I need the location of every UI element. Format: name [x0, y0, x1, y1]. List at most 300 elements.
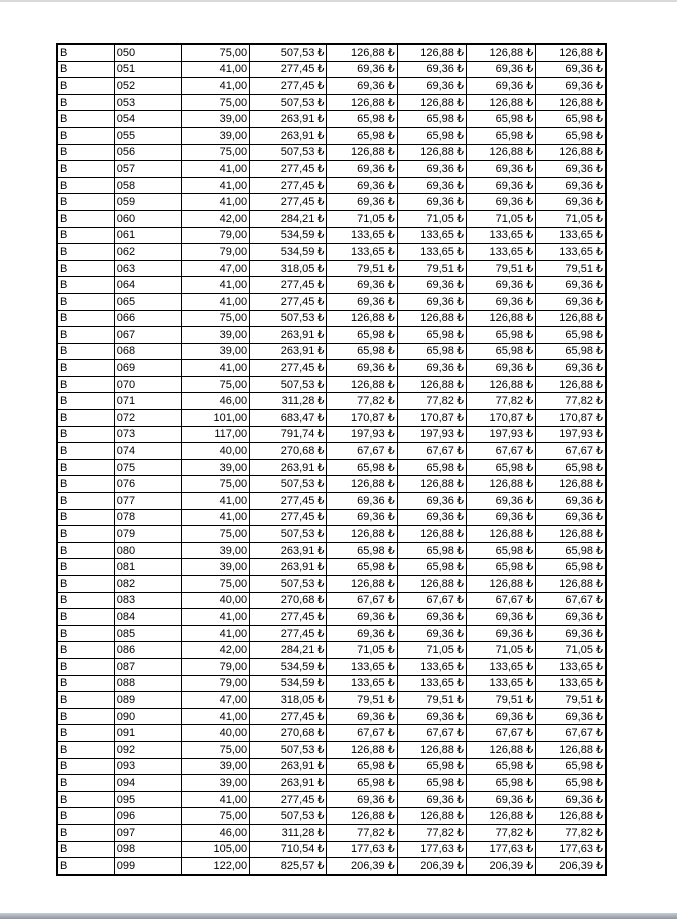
installment-4-cell: 67,67 ₺ [536, 592, 606, 609]
installment-3-cell: 69,36 ₺ [466, 493, 535, 510]
area-cell: 41,00 [181, 61, 249, 78]
table-row [57, 658, 606, 675]
total-amount-cell: 277,45 ₺ [250, 791, 327, 808]
total-amount-cell: 277,45 ₺ [250, 277, 327, 294]
unit-number-cell: 052 [114, 78, 181, 95]
installment-1-cell: 126,88 ₺ [327, 144, 397, 161]
area-cell: 79,00 [181, 227, 249, 244]
installment-2-cell: 126,88 ₺ [397, 526, 466, 543]
block-cell: B [57, 310, 114, 327]
area-cell: 39,00 [181, 459, 249, 476]
installment-4-cell: 67,67 ₺ [536, 725, 606, 742]
total-amount-cell: 263,91 ₺ [250, 343, 327, 360]
installment-1-cell: 69,36 ₺ [327, 509, 397, 526]
area-cell: 41,00 [181, 194, 249, 211]
unit-number-cell: 075 [114, 459, 181, 476]
unit-number-cell: 073 [114, 426, 181, 443]
installment-4-cell: 65,98 ₺ [536, 127, 606, 144]
installment-3-cell: 126,88 ₺ [466, 376, 535, 393]
installment-4-cell: 67,67 ₺ [536, 443, 606, 460]
installment-3-cell: 126,88 ₺ [466, 144, 535, 161]
installment-3-cell: 65,98 ₺ [466, 758, 535, 775]
installment-3-cell: 69,36 ₺ [466, 625, 535, 642]
unit-number-cell: 057 [114, 161, 181, 178]
installment-2-cell: 65,98 ₺ [397, 559, 466, 576]
block-cell: B [57, 343, 114, 360]
area-cell: 40,00 [181, 443, 249, 460]
unit-number-cell: 065 [114, 293, 181, 310]
block-cell: B [57, 277, 114, 294]
table-row [57, 144, 606, 161]
installment-1-cell: 126,88 ₺ [327, 94, 397, 111]
table-row [57, 44, 606, 61]
installment-4-cell: 126,88 ₺ [536, 476, 606, 493]
installment-1-cell: 69,36 ₺ [327, 78, 397, 95]
installment-3-cell: 69,36 ₺ [466, 609, 535, 626]
total-amount-cell: 277,45 ₺ [250, 177, 327, 194]
installment-2-cell: 133,65 ₺ [397, 227, 466, 244]
installment-4-cell: 69,36 ₺ [536, 360, 606, 377]
installment-1-cell: 69,36 ₺ [327, 277, 397, 294]
area-cell: 41,00 [181, 625, 249, 642]
installment-1-cell: 126,88 ₺ [327, 741, 397, 758]
table-row [57, 111, 606, 128]
area-cell: 41,00 [181, 791, 249, 808]
installment-4-cell: 69,36 ₺ [536, 61, 606, 78]
unit-number-cell: 064 [114, 277, 181, 294]
total-amount-cell: 534,59 ₺ [250, 675, 327, 692]
total-amount-cell: 507,53 ₺ [250, 526, 327, 543]
installment-2-cell: 65,98 ₺ [397, 758, 466, 775]
installment-1-cell: 69,36 ₺ [327, 194, 397, 211]
installment-2-cell: 69,36 ₺ [397, 493, 466, 510]
installment-1-cell: 197,93 ₺ [327, 426, 397, 443]
area-cell: 75,00 [181, 44, 249, 61]
block-cell: B [57, 509, 114, 526]
installment-2-cell: 67,67 ₺ [397, 592, 466, 609]
installment-4-cell: 71,05 ₺ [536, 210, 606, 227]
installment-4-cell: 69,36 ₺ [536, 493, 606, 510]
unit-number-cell: 085 [114, 625, 181, 642]
installment-4-cell: 69,36 ₺ [536, 293, 606, 310]
installment-3-cell: 69,36 ₺ [466, 509, 535, 526]
installment-1-cell: 69,36 ₺ [327, 177, 397, 194]
table-row [57, 161, 606, 178]
installment-3-cell: 69,36 ₺ [466, 791, 535, 808]
installment-4-cell: 65,98 ₺ [536, 327, 606, 344]
area-cell: 101,00 [181, 410, 249, 427]
area-cell: 75,00 [181, 741, 249, 758]
unit-number-cell: 054 [114, 111, 181, 128]
table-row [57, 476, 606, 493]
installment-3-cell: 77,82 ₺ [466, 393, 535, 410]
installment-1-cell: 65,98 ₺ [327, 542, 397, 559]
installment-1-cell: 67,67 ₺ [327, 443, 397, 460]
installment-4-cell: 79,51 ₺ [536, 692, 606, 709]
total-amount-cell: 284,21 ₺ [250, 642, 327, 659]
total-amount-cell: 263,91 ₺ [250, 542, 327, 559]
installment-2-cell: 65,98 ₺ [397, 111, 466, 128]
table-row [57, 78, 606, 95]
area-cell: 42,00 [181, 642, 249, 659]
installment-2-cell: 177,63 ₺ [397, 841, 466, 858]
unit-number-cell: 067 [114, 327, 181, 344]
unit-number-cell: 076 [114, 476, 181, 493]
total-amount-cell: 507,53 ₺ [250, 576, 327, 593]
installment-1-cell: 69,36 ₺ [327, 708, 397, 725]
data-table [56, 43, 607, 876]
area-cell: 41,00 [181, 609, 249, 626]
installment-3-cell: 126,88 ₺ [466, 94, 535, 111]
table-row [57, 625, 606, 642]
installment-1-cell: 69,36 ₺ [327, 161, 397, 178]
total-amount-cell: 710,54 ₺ [250, 841, 327, 858]
total-amount-cell: 277,45 ₺ [250, 625, 327, 642]
installment-4-cell: 65,98 ₺ [536, 343, 606, 360]
installment-1-cell: 126,88 ₺ [327, 310, 397, 327]
unit-number-cell: 083 [114, 592, 181, 609]
area-cell: 122,00 [181, 858, 249, 875]
installment-2-cell: 126,88 ₺ [397, 144, 466, 161]
table-row [57, 327, 606, 344]
installment-3-cell: 65,98 ₺ [466, 559, 535, 576]
installment-3-cell: 79,51 ₺ [466, 260, 535, 277]
unit-number-cell: 084 [114, 609, 181, 626]
block-cell: B [57, 576, 114, 593]
installment-4-cell: 69,36 ₺ [536, 78, 606, 95]
area-cell: 75,00 [181, 526, 249, 543]
installment-1-cell: 69,36 ₺ [327, 791, 397, 808]
installment-3-cell: 71,05 ₺ [466, 642, 535, 659]
area-cell: 75,00 [181, 576, 249, 593]
installment-3-cell: 126,88 ₺ [466, 808, 535, 825]
table-row [57, 61, 606, 78]
table-row [57, 194, 606, 211]
installment-1-cell: 133,65 ₺ [327, 675, 397, 692]
area-cell: 41,00 [181, 78, 249, 95]
unit-number-cell: 072 [114, 410, 181, 427]
total-amount-cell: 318,05 ₺ [250, 260, 327, 277]
installment-2-cell: 79,51 ₺ [397, 260, 466, 277]
installment-1-cell: 77,82 ₺ [327, 824, 397, 841]
unit-number-cell: 093 [114, 758, 181, 775]
installment-1-cell: 126,88 ₺ [327, 376, 397, 393]
unit-number-cell: 066 [114, 310, 181, 327]
block-cell: B [57, 642, 114, 659]
installment-4-cell: 69,36 ₺ [536, 509, 606, 526]
installment-4-cell: 126,88 ₺ [536, 741, 606, 758]
total-amount-cell: 791,74 ₺ [250, 426, 327, 443]
window-bottom-edge [0, 913, 677, 919]
installment-2-cell: 126,88 ₺ [397, 808, 466, 825]
installment-4-cell: 126,88 ₺ [536, 44, 606, 61]
table-row [57, 642, 606, 659]
installment-3-cell: 133,65 ₺ [466, 658, 535, 675]
installment-4-cell: 126,88 ₺ [536, 808, 606, 825]
installment-2-cell: 65,98 ₺ [397, 775, 466, 792]
total-amount-cell: 263,91 ₺ [250, 459, 327, 476]
block-cell: B [57, 393, 114, 410]
block-cell: B [57, 94, 114, 111]
unit-number-cell: 069 [114, 360, 181, 377]
installment-2-cell: 69,36 ₺ [397, 609, 466, 626]
total-amount-cell: 263,91 ₺ [250, 127, 327, 144]
installment-4-cell: 65,98 ₺ [536, 542, 606, 559]
unit-number-cell: 097 [114, 824, 181, 841]
installment-4-cell: 126,88 ₺ [536, 310, 606, 327]
table-row [57, 227, 606, 244]
area-cell: 47,00 [181, 692, 249, 709]
table-row [57, 393, 606, 410]
installment-4-cell: 69,36 ₺ [536, 609, 606, 626]
block-cell: B [57, 791, 114, 808]
block-cell: B [57, 493, 114, 510]
installment-3-cell: 126,88 ₺ [466, 741, 535, 758]
table-row [57, 493, 606, 510]
total-amount-cell: 277,45 ₺ [250, 609, 327, 626]
area-cell: 40,00 [181, 592, 249, 609]
installment-4-cell: 197,93 ₺ [536, 426, 606, 443]
installment-4-cell: 126,88 ₺ [536, 94, 606, 111]
block-cell: B [57, 675, 114, 692]
area-cell: 39,00 [181, 758, 249, 775]
installment-3-cell: 67,67 ₺ [466, 725, 535, 742]
installment-4-cell: 69,36 ₺ [536, 161, 606, 178]
installment-1-cell: 126,88 ₺ [327, 526, 397, 543]
block-cell: B [57, 609, 114, 626]
unit-number-cell: 092 [114, 741, 181, 758]
installment-1-cell: 65,98 ₺ [327, 127, 397, 144]
block-cell: B [57, 841, 114, 858]
block-cell: B [57, 476, 114, 493]
table-row [57, 725, 606, 742]
installment-3-cell: 197,93 ₺ [466, 426, 535, 443]
area-cell: 39,00 [181, 327, 249, 344]
installment-4-cell: 65,98 ₺ [536, 775, 606, 792]
unit-number-cell: 079 [114, 526, 181, 543]
block-cell: B [57, 592, 114, 609]
block-cell: B [57, 808, 114, 825]
table-row [57, 244, 606, 261]
area-cell: 46,00 [181, 824, 249, 841]
total-amount-cell: 277,45 ₺ [250, 293, 327, 310]
installment-2-cell: 126,88 ₺ [397, 476, 466, 493]
installment-4-cell: 77,82 ₺ [536, 393, 606, 410]
installment-1-cell: 67,67 ₺ [327, 725, 397, 742]
installment-1-cell: 126,88 ₺ [327, 808, 397, 825]
total-amount-cell: 277,45 ₺ [250, 78, 327, 95]
area-cell: 40,00 [181, 725, 249, 742]
installment-3-cell: 65,98 ₺ [466, 111, 535, 128]
total-amount-cell: 507,53 ₺ [250, 144, 327, 161]
total-amount-cell: 507,53 ₺ [250, 94, 327, 111]
block-cell: B [57, 376, 114, 393]
table-row [57, 791, 606, 808]
total-amount-cell: 311,28 ₺ [250, 824, 327, 841]
block-cell: B [57, 858, 114, 875]
installment-2-cell: 69,36 ₺ [397, 509, 466, 526]
unit-number-cell: 096 [114, 808, 181, 825]
installment-4-cell: 170,87 ₺ [536, 410, 606, 427]
installment-3-cell: 69,36 ₺ [466, 277, 535, 294]
page-top-edge [0, 0, 677, 2]
installment-2-cell: 126,88 ₺ [397, 94, 466, 111]
installment-2-cell: 69,36 ₺ [397, 161, 466, 178]
block-cell: B [57, 658, 114, 675]
table-row [57, 443, 606, 460]
block-cell: B [57, 44, 114, 61]
area-cell: 39,00 [181, 111, 249, 128]
total-amount-cell: 825,57 ₺ [250, 858, 327, 875]
installment-1-cell: 77,82 ₺ [327, 393, 397, 410]
block-cell: B [57, 459, 114, 476]
installment-3-cell: 65,98 ₺ [466, 327, 535, 344]
table-row [57, 708, 606, 725]
installment-4-cell: 133,65 ₺ [536, 675, 606, 692]
block-cell: B [57, 775, 114, 792]
installment-3-cell: 65,98 ₺ [466, 343, 535, 360]
installment-4-cell: 133,65 ₺ [536, 658, 606, 675]
installment-2-cell: 71,05 ₺ [397, 642, 466, 659]
table-row [57, 758, 606, 775]
installment-1-cell: 65,98 ₺ [327, 775, 397, 792]
block-cell: B [57, 260, 114, 277]
installment-2-cell: 69,36 ₺ [397, 194, 466, 211]
block-cell: B [57, 758, 114, 775]
installment-3-cell: 67,67 ₺ [466, 592, 535, 609]
installment-1-cell: 69,36 ₺ [327, 61, 397, 78]
unit-number-cell: 059 [114, 194, 181, 211]
total-amount-cell: 263,91 ₺ [250, 111, 327, 128]
total-amount-cell: 270,68 ₺ [250, 443, 327, 460]
installment-1-cell: 69,36 ₺ [327, 625, 397, 642]
block-cell: B [57, 78, 114, 95]
table-row [57, 609, 606, 626]
unit-number-cell: 087 [114, 658, 181, 675]
area-cell: 41,00 [181, 161, 249, 178]
installment-2-cell: 77,82 ₺ [397, 824, 466, 841]
unit-number-cell: 088 [114, 675, 181, 692]
area-cell: 79,00 [181, 658, 249, 675]
unit-number-cell: 058 [114, 177, 181, 194]
installment-1-cell: 177,63 ₺ [327, 841, 397, 858]
installment-4-cell: 71,05 ₺ [536, 642, 606, 659]
unit-number-cell: 071 [114, 393, 181, 410]
unit-number-cell: 060 [114, 210, 181, 227]
total-amount-cell: 534,59 ₺ [250, 227, 327, 244]
installment-1-cell: 133,65 ₺ [327, 227, 397, 244]
installment-2-cell: 65,98 ₺ [397, 327, 466, 344]
installment-1-cell: 206,39 ₺ [327, 858, 397, 875]
area-cell: 117,00 [181, 426, 249, 443]
area-cell: 79,00 [181, 675, 249, 692]
area-cell: 41,00 [181, 177, 249, 194]
table-row [57, 426, 606, 443]
installment-4-cell: 69,36 ₺ [536, 708, 606, 725]
installment-3-cell: 133,65 ₺ [466, 227, 535, 244]
unit-number-cell: 095 [114, 791, 181, 808]
installment-2-cell: 197,93 ₺ [397, 426, 466, 443]
area-cell: 41,00 [181, 293, 249, 310]
installment-1-cell: 65,98 ₺ [327, 327, 397, 344]
installment-1-cell: 65,98 ₺ [327, 559, 397, 576]
installment-2-cell: 67,67 ₺ [397, 725, 466, 742]
installment-1-cell: 71,05 ₺ [327, 642, 397, 659]
installment-2-cell: 69,36 ₺ [397, 78, 466, 95]
installment-2-cell: 77,82 ₺ [397, 393, 466, 410]
total-amount-cell: 270,68 ₺ [250, 592, 327, 609]
total-amount-cell: 277,45 ₺ [250, 708, 327, 725]
total-amount-cell: 507,53 ₺ [250, 376, 327, 393]
table-row [57, 293, 606, 310]
table-row [57, 343, 606, 360]
block-cell: B [57, 161, 114, 178]
installment-4-cell: 65,98 ₺ [536, 111, 606, 128]
installment-1-cell: 126,88 ₺ [327, 44, 397, 61]
unit-number-cell: 074 [114, 443, 181, 460]
installment-4-cell: 177,63 ₺ [536, 841, 606, 858]
table-body [57, 44, 606, 875]
installment-4-cell: 77,82 ₺ [536, 824, 606, 841]
unit-number-cell: 077 [114, 493, 181, 510]
unit-number-cell: 053 [114, 94, 181, 111]
area-cell: 39,00 [181, 343, 249, 360]
installment-3-cell: 77,82 ₺ [466, 824, 535, 841]
unit-number-cell: 068 [114, 343, 181, 360]
area-cell: 41,00 [181, 277, 249, 294]
installment-2-cell: 133,65 ₺ [397, 675, 466, 692]
unit-number-cell: 063 [114, 260, 181, 277]
installment-3-cell: 69,36 ₺ [466, 61, 535, 78]
installment-3-cell: 126,88 ₺ [466, 476, 535, 493]
block-cell: B [57, 360, 114, 377]
table-row [57, 310, 606, 327]
table-row [57, 741, 606, 758]
installment-4-cell: 133,65 ₺ [536, 227, 606, 244]
unit-number-cell: 055 [114, 127, 181, 144]
installment-3-cell: 206,39 ₺ [466, 858, 535, 875]
area-cell: 41,00 [181, 360, 249, 377]
installment-1-cell: 79,51 ₺ [327, 260, 397, 277]
installment-3-cell: 71,05 ₺ [466, 210, 535, 227]
block-cell: B [57, 144, 114, 161]
installment-2-cell: 126,88 ₺ [397, 741, 466, 758]
unit-number-cell: 056 [114, 144, 181, 161]
total-amount-cell: 507,53 ₺ [250, 741, 327, 758]
installment-3-cell: 65,98 ₺ [466, 542, 535, 559]
installment-3-cell: 65,98 ₺ [466, 775, 535, 792]
installment-2-cell: 65,98 ₺ [397, 127, 466, 144]
installment-4-cell: 65,98 ₺ [536, 758, 606, 775]
installment-2-cell: 67,67 ₺ [397, 443, 466, 460]
installment-1-cell: 71,05 ₺ [327, 210, 397, 227]
installment-4-cell: 126,88 ₺ [536, 376, 606, 393]
area-cell: 75,00 [181, 808, 249, 825]
installment-2-cell: 69,36 ₺ [397, 708, 466, 725]
installment-2-cell: 69,36 ₺ [397, 625, 466, 642]
total-amount-cell: 263,91 ₺ [250, 758, 327, 775]
table-row [57, 94, 606, 111]
table-row [57, 376, 606, 393]
unit-number-cell: 078 [114, 509, 181, 526]
block-cell: B [57, 426, 114, 443]
total-amount-cell: 683,47 ₺ [250, 410, 327, 427]
total-amount-cell: 507,53 ₺ [250, 310, 327, 327]
installment-2-cell: 69,36 ₺ [397, 293, 466, 310]
unit-number-cell: 086 [114, 642, 181, 659]
area-cell: 39,00 [181, 542, 249, 559]
table-row [57, 459, 606, 476]
